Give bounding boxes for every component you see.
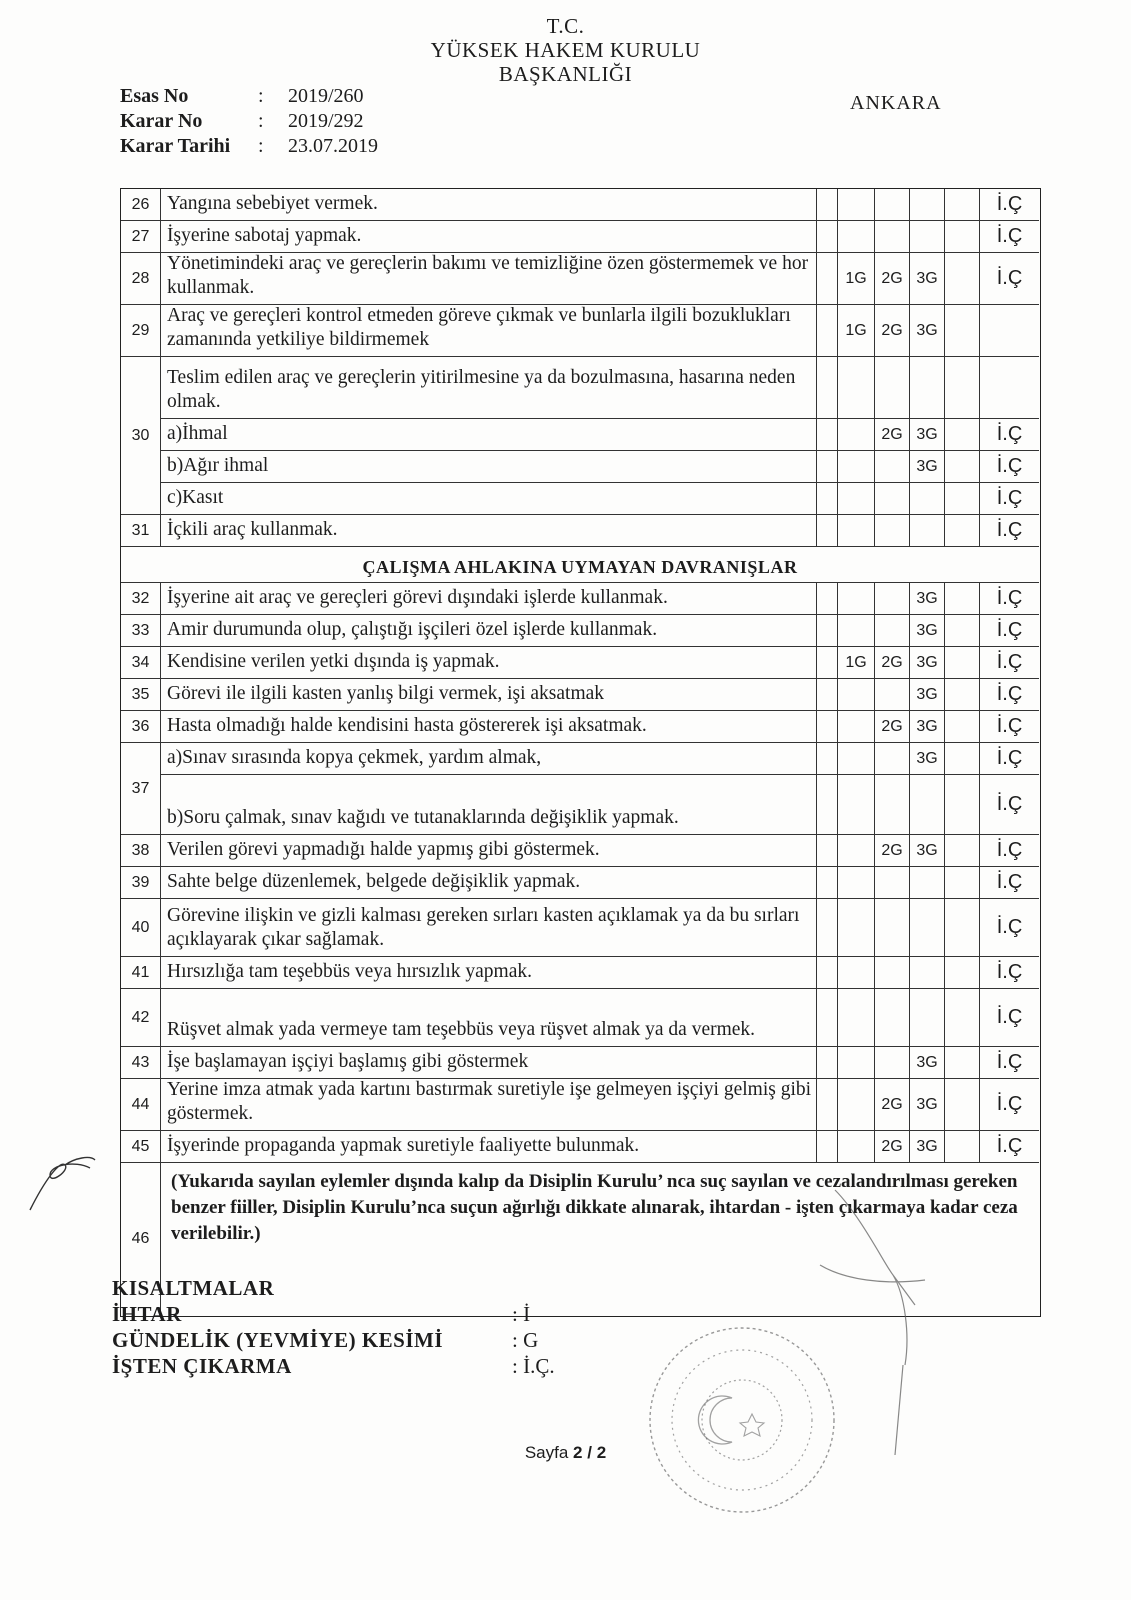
table-row: [121, 483, 1039, 515]
blank-col-2: [944, 957, 979, 988]
row-description: Yönetimindeki araç ve gereçlerin bakımı ve temizliğine özen göstermemek ve hor kullanmak.: [167, 253, 809, 298]
g3-cell: [909, 775, 944, 834]
blank-col-2: [944, 835, 979, 866]
g2-cell: [874, 1047, 909, 1078]
header-tc: T.C.: [546, 14, 585, 38]
g1-cell: [837, 583, 874, 614]
table-row: [121, 1131, 1039, 1163]
blank-col: [816, 483, 837, 514]
header-department: BAŞKANLIĞI: [498, 62, 633, 86]
g1-cell: [837, 419, 874, 450]
row-description: Görevi ile ilgili kasten yanlış bilgi vermek, işi aksatmak: [167, 683, 605, 704]
g1-cell: 1G: [837, 305, 874, 356]
blank-col-2: [944, 989, 979, 1046]
blank-col: [816, 775, 837, 834]
blank-col: [816, 989, 837, 1046]
row-description: Araç ve gereçleri kontrol etmeden göreve çıkmak ve bunlarla ilgili bozuklukları zamanında yetkiliye bildirmemek: [167, 305, 791, 350]
g1-cell: [837, 1079, 874, 1130]
blank-col-2: [944, 743, 979, 774]
ic-cell: İ.Ç: [979, 615, 1039, 646]
g3-cell: 3G: [909, 419, 944, 450]
g2-cell: 2G: [874, 305, 909, 356]
tarih-label: Karar Tarihi: [120, 135, 231, 157]
page-total: 2: [596, 1443, 607, 1462]
g2-cell: 2G: [874, 1131, 909, 1162]
g1-cell: [837, 615, 874, 646]
row-description: İşyerine ait araç ve gereçleri görevi dışındaki işlerde kullanmak.: [167, 587, 668, 608]
penalty-table: [120, 188, 1041, 1317]
table-row: [121, 583, 1039, 615]
table-row: [121, 743, 1039, 775]
blank-col: [816, 357, 837, 418]
blank-col: [816, 957, 837, 988]
row-number: 43: [121, 1047, 161, 1078]
blank-col-2: [944, 189, 979, 220]
abbreviations-title: KISALTMALAR: [112, 1276, 275, 1300]
esas-value: 2019/260: [288, 85, 364, 107]
g3-cell: 3G: [909, 743, 944, 774]
g2-cell: 2G: [874, 647, 909, 678]
g1-cell: [837, 775, 874, 834]
g2-cell: [874, 775, 909, 834]
row-description: a)Sınav sırasında kopya çekmek, yardım almak,: [167, 747, 542, 768]
ic-cell: İ.Ç: [979, 221, 1039, 252]
ic-cell: İ.Ç: [979, 1079, 1039, 1130]
ic-cell: İ.Ç: [979, 1047, 1039, 1078]
row-number: 45: [121, 1131, 161, 1162]
blank-col: [816, 451, 837, 482]
header-city: ANKARA: [850, 92, 942, 114]
g1-cell: [837, 221, 874, 252]
table-row: [121, 1079, 1039, 1131]
g2-cell: [874, 583, 909, 614]
blank-col-2: [944, 711, 979, 742]
g3-cell: 3G: [909, 679, 944, 710]
row-number: 29: [121, 305, 161, 356]
g2-cell: [874, 899, 909, 956]
row-description: İşyerinde propaganda yapmak suretiyle faaliyette bulunmak.: [167, 1135, 640, 1156]
g3-cell: 3G: [909, 1131, 944, 1162]
row-number: 31: [121, 515, 161, 546]
row-number: 28: [121, 253, 161, 304]
blank-col: [816, 419, 837, 450]
g2-cell: 2G: [874, 835, 909, 866]
g1-cell: [837, 899, 874, 956]
table-row: [121, 221, 1039, 253]
g2-cell: 2G: [874, 253, 909, 304]
g3-cell: [909, 483, 944, 514]
row-description: Yerine imza atmak yada kartını bastırmak suretiyle işe gelmeyen işçiyi gelmiş gibi göstermek.: [167, 1079, 812, 1124]
abbr-value-isten-cikarma: : İ.Ç.: [512, 1354, 555, 1378]
row-description: c)Kasıt: [167, 487, 224, 508]
g2-cell: [874, 357, 909, 418]
table-row: [121, 357, 1039, 419]
page-prefix: Sayfa: [524, 1443, 574, 1462]
blank-col-2: [944, 451, 979, 482]
blank-col: [816, 305, 837, 356]
blank-col: [816, 899, 837, 956]
table-row: [121, 515, 1039, 547]
g3-cell: [909, 867, 944, 898]
row-number: 40: [121, 899, 161, 956]
row-number: 35: [121, 679, 161, 710]
blank-col-2: [944, 615, 979, 646]
row-description: İşe başlamayan işçiyi başlamış gibi göstermek: [167, 1051, 529, 1072]
blank-col: [816, 615, 837, 646]
g3-cell: [909, 515, 944, 546]
g2-cell: 2G: [874, 711, 909, 742]
header-institution: YÜKSEK HAKEM KURULU: [430, 38, 701, 62]
ic-cell: İ.Ç: [979, 743, 1039, 774]
ic-cell: İ.Ç: [979, 419, 1039, 450]
blank-col-2: [944, 483, 979, 514]
g2-cell: [874, 483, 909, 514]
table-row: [121, 711, 1039, 743]
tarih-value: 23.07.2019: [288, 135, 378, 157]
row-number: 27: [121, 221, 161, 252]
row-description: Rüşvet almak yada vermeye tam teşebbüs veya rüşvet almak ya da vermek.: [167, 1019, 756, 1040]
g1-cell: [837, 679, 874, 710]
row-description: Görevine ilişkin ve gizli kalması gereken sırları kasten açıklamak ya da bu sırları açıklayarak çıkar sağlamak.: [167, 905, 800, 950]
blank-col-2: [944, 583, 979, 614]
g1-cell: [837, 357, 874, 418]
row-number: 41: [121, 957, 161, 988]
g1-cell: [837, 451, 874, 482]
row-number: 39: [121, 867, 161, 898]
table-row: [121, 899, 1039, 957]
table-row: [121, 189, 1039, 221]
table-row: [121, 305, 1039, 357]
signature-right: [815, 1185, 935, 1465]
g1-cell: 1G: [837, 253, 874, 304]
abbr-value-gundelik: : G: [512, 1328, 539, 1352]
karar-label: Karar No: [120, 110, 203, 132]
table-row: [121, 253, 1039, 305]
g3-cell: 3G: [909, 583, 944, 614]
g1-cell: [837, 989, 874, 1046]
ic-cell: İ.Ç: [979, 957, 1039, 988]
row-number: 30: [121, 357, 161, 515]
table-row: [121, 989, 1039, 1047]
meta-esas: [120, 85, 364, 108]
blank-col-2: [944, 305, 979, 356]
ic-cell: İ.Ç: [979, 989, 1039, 1046]
blank-col: [816, 1079, 837, 1130]
blank-col-2: [944, 515, 979, 546]
row-number: 44: [121, 1079, 161, 1130]
ic-cell: İ.Ç: [979, 899, 1039, 956]
ic-cell: İ.Ç: [979, 483, 1039, 514]
esas-colon: :: [258, 85, 264, 107]
row-description: b)Soru çalmak, sınav kağıdı ve tutanaklarında değişiklik yapmak.: [167, 807, 679, 828]
table-row: [121, 835, 1039, 867]
g3-cell: 3G: [909, 253, 944, 304]
g2-cell: [874, 515, 909, 546]
g2-cell: [874, 989, 909, 1046]
meta-tarih: [120, 135, 378, 158]
page-number: [0, 1443, 1131, 1463]
g2-cell: 2G: [874, 419, 909, 450]
table-row: [121, 957, 1039, 989]
row-number: 37: [121, 743, 161, 835]
blank-col: [816, 711, 837, 742]
karar-colon: :: [258, 110, 264, 132]
g3-cell: [909, 989, 944, 1046]
blank-col-2: [944, 899, 979, 956]
row-description: Sahte belge düzenlemek, belgede değişiklik yapmak.: [167, 871, 581, 892]
g2-cell: [874, 189, 909, 220]
g1-cell: [837, 835, 874, 866]
blank-col-2: [944, 1047, 979, 1078]
row-description: b)Ağır ihmal: [167, 455, 269, 476]
row-description: Hasta olmadığı halde kendisini hasta göstererek işi aksatmak.: [167, 715, 647, 736]
blank-col: [816, 1047, 837, 1078]
blank-col: [816, 835, 837, 866]
table-row: [121, 775, 1039, 835]
blank-col-2: [944, 647, 979, 678]
ic-cell: İ.Ç: [979, 253, 1039, 304]
g3-cell: [909, 357, 944, 418]
g2-cell: [874, 615, 909, 646]
g3-cell: [909, 221, 944, 252]
g2-cell: [874, 451, 909, 482]
g1-cell: [837, 867, 874, 898]
blank-col: [816, 679, 837, 710]
row-description: İçkili araç kullanmak.: [167, 519, 338, 540]
g1-cell: [837, 189, 874, 220]
g3-cell: 3G: [909, 647, 944, 678]
ic-cell: [979, 357, 1039, 418]
g3-cell: 3G: [909, 835, 944, 866]
g1-cell: [837, 1131, 874, 1162]
g1-cell: [837, 743, 874, 774]
blank-col: [816, 253, 837, 304]
ic-cell: İ.Ç: [979, 835, 1039, 866]
row-description: Amir durumunda olup, çalıştığı işçileri özel işlerde kullanmak.: [167, 619, 658, 640]
abbr-label-ihtar: İHTAR: [112, 1302, 182, 1326]
abbr-value-ihtar: : İ: [512, 1302, 531, 1326]
g3-cell: [909, 957, 944, 988]
g1-cell: 1G: [837, 647, 874, 678]
row-number: 32: [121, 583, 161, 614]
esas-label: Esas No: [120, 85, 189, 107]
ic-cell: İ.Ç: [979, 647, 1039, 678]
blank-col-2: [944, 1079, 979, 1130]
row-number: 34: [121, 647, 161, 678]
g1-cell: [837, 711, 874, 742]
ic-cell: İ.Ç: [979, 583, 1039, 614]
page-sep: /: [582, 1443, 597, 1462]
blank-col: [816, 1131, 837, 1162]
g2-cell: [874, 221, 909, 252]
table-row: [121, 451, 1039, 483]
g2-cell: [874, 867, 909, 898]
row-46-note: (Yukarıda sayılan eylemler dışında kalıp da Disiplin Kurulu’ nca suç sayılan ve cezalandırılması gereken benzer fiiller, Disiplin Kurulu’nca suçun ağırlığı dikkate alınarak, ihtardan - işten çıkarmaya kadar ceza verilebilir.): [171, 1171, 1018, 1244]
karar-value: 2019/292: [288, 110, 364, 132]
section-title: ÇALIŞMA AHLAKINA UYMAYAN DAVRANIŞLAR: [362, 557, 798, 577]
table-row: [121, 615, 1039, 647]
ic-cell: İ.Ç: [979, 1131, 1039, 1162]
ic-cell: [979, 305, 1039, 356]
g2-cell: [874, 679, 909, 710]
row-number: 33: [121, 615, 161, 646]
blank-col: [816, 189, 837, 220]
g3-cell: 3G: [909, 1047, 944, 1078]
blank-col-2: [944, 419, 979, 450]
g3-cell: 3G: [909, 305, 944, 356]
row-description: Yangına sebebiyet vermek.: [167, 193, 378, 214]
g1-cell: [837, 957, 874, 988]
blank-col-2: [944, 679, 979, 710]
table-row: [121, 679, 1039, 711]
g1-cell: [837, 483, 874, 514]
page-current: 2: [573, 1443, 583, 1462]
table-row: [121, 1047, 1039, 1079]
g2-cell: 2G: [874, 1079, 909, 1130]
row-description: İşyerine sabotaj yapmak.: [167, 225, 362, 246]
g3-cell: 3G: [909, 1079, 944, 1130]
row-number: 26: [121, 189, 161, 220]
g3-cell: 3G: [909, 711, 944, 742]
table-row: [121, 867, 1039, 899]
ic-cell: İ.Ç: [979, 867, 1039, 898]
meta-karar: [120, 110, 364, 133]
g2-cell: [874, 957, 909, 988]
row-number: 42: [121, 989, 161, 1046]
ic-cell: İ.Ç: [979, 775, 1039, 834]
row-number: 38: [121, 835, 161, 866]
tarih-colon: :: [258, 135, 264, 157]
blank-col-2: [944, 867, 979, 898]
g3-cell: 3G: [909, 451, 944, 482]
row-description: Kendisine verilen yetki dışında iş yapmak.: [167, 651, 500, 672]
abbr-label-isten-cikarma: İŞTEN ÇIKARMA: [112, 1354, 292, 1378]
blank-col-2: [944, 1131, 979, 1162]
g3-cell: [909, 899, 944, 956]
row-description: Teslim edilen araç ve gereçlerin yitirilmesine ya da bozulmasına, hasarına neden olmak.: [167, 367, 796, 412]
blank-col: [816, 583, 837, 614]
ic-cell: İ.Ç: [979, 711, 1039, 742]
blank-col: [816, 647, 837, 678]
ic-cell: İ.Ç: [979, 679, 1039, 710]
blank-col-2: [944, 221, 979, 252]
row-description: Verilen görevi yapmadığı halde yapmış gibi göstermek.: [167, 839, 600, 860]
table-row: [121, 647, 1039, 679]
signature-left: [20, 1140, 100, 1220]
g3-cell: [909, 189, 944, 220]
abbr-label-gundelik: GÜNDELİK (YEVMİYE) KESİMİ: [112, 1328, 444, 1352]
blank-col: [816, 743, 837, 774]
blank-col-2: [944, 775, 979, 834]
g2-cell: [874, 743, 909, 774]
g3-cell: 3G: [909, 615, 944, 646]
g1-cell: [837, 1047, 874, 1078]
row-description: a)İhmal: [167, 423, 228, 444]
ic-cell: İ.Ç: [979, 189, 1039, 220]
row-number: 46: [121, 1163, 161, 1315]
blank-col-2: [944, 357, 979, 418]
ic-cell: İ.Ç: [979, 515, 1039, 546]
blank-col-2: [944, 253, 979, 304]
row-description: Hırsızlığa tam teşebbüs veya hırsızlık yapmak.: [167, 961, 532, 982]
ic-cell: İ.Ç: [979, 451, 1039, 482]
table-row: [121, 419, 1039, 451]
row-number: 36: [121, 711, 161, 742]
g1-cell: [837, 515, 874, 546]
blank-col: [816, 867, 837, 898]
blank-col: [816, 221, 837, 252]
blank-col: [816, 515, 837, 546]
